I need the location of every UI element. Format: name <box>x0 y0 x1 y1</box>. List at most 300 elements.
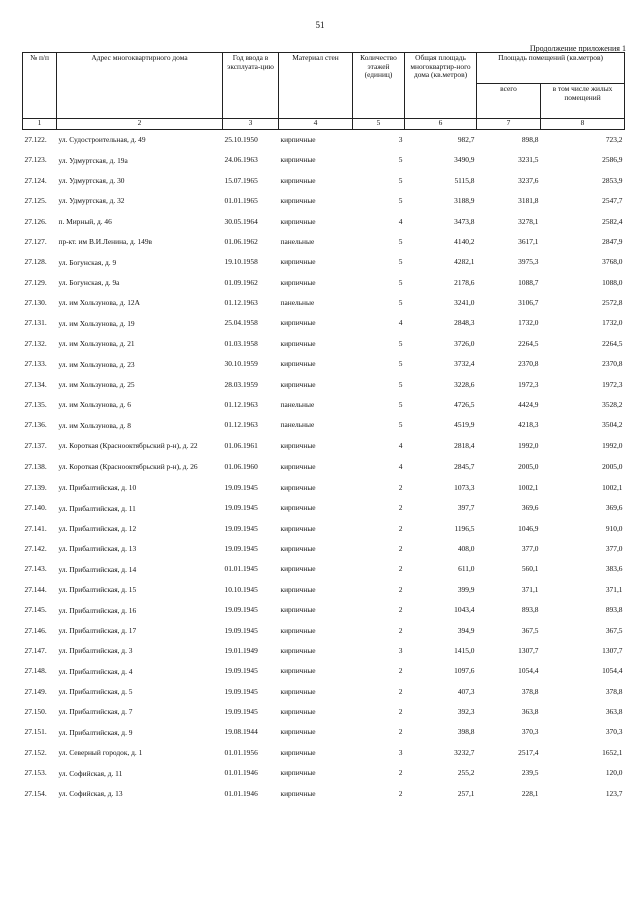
row-address: ул. Прибалтийская, д. 11 <box>58 503 136 513</box>
row-total-area: 2848,3 <box>454 318 475 328</box>
row-area-all: 3106,7 <box>518 298 539 308</box>
header-address: Адрес многоквартирного дома <box>57 53 223 119</box>
row-area-living: 910,0 <box>605 523 623 533</box>
row-area-living: 3504,2 <box>602 420 623 430</box>
row-address: ул. им Хользунова, д. 19 <box>58 318 135 328</box>
row-year: 01.01.1956 <box>224 747 258 757</box>
row-year: 01.03.1958 <box>224 338 258 348</box>
row-address: ул. им Хользунова, д. 23 <box>58 359 135 369</box>
table-row <box>23 273 625 293</box>
row-number: 27.148. <box>24 666 47 676</box>
table-row <box>23 600 625 620</box>
row-total-area: 392,3 <box>457 707 475 717</box>
column-number: 4 <box>279 119 353 130</box>
row-floors: 5 <box>398 359 403 369</box>
row-number: 27.138. <box>24 462 47 472</box>
table-row <box>23 212 625 232</box>
row-total-area: 4282,1 <box>454 257 475 267</box>
row-total-area: 3726,0 <box>454 338 475 348</box>
row-address: ул. Прибалтийская, д. 10 <box>58 483 137 493</box>
row-address: ул. Судостроительная, д. 49 <box>58 135 146 145</box>
row-year: 01.12.1963 <box>224 400 258 410</box>
row-number: 27.150. <box>24 707 47 717</box>
row-material: кирпичные <box>280 584 316 594</box>
row-area-all: 3278,1 <box>518 216 539 226</box>
table-row <box>23 232 625 252</box>
row-area-all: 1972,3 <box>518 379 539 389</box>
row-material: кирпичные <box>280 175 316 185</box>
row-floors: 2 <box>398 523 403 533</box>
row-area-living: 378,8 <box>605 686 623 696</box>
column-number: 8 <box>541 119 625 130</box>
row-address: ул. Удмуртская, д. 19а <box>58 155 128 165</box>
row-total-area: 4726,5 <box>454 400 475 410</box>
row-total-area: 4140,2 <box>454 236 475 246</box>
row-total-area: 398,8 <box>457 727 475 737</box>
row-number: 27.152. <box>24 747 47 757</box>
row-area-all: 1046,9 <box>518 523 539 533</box>
row-number: 27.129. <box>24 277 47 287</box>
row-material: кирпичные <box>280 645 316 655</box>
row-material: кирпичные <box>280 277 316 287</box>
row-total-area: 1097,6 <box>454 666 475 676</box>
row-area-all: 4218,3 <box>518 420 539 430</box>
table-row <box>23 763 625 783</box>
row-area-living: 2572,8 <box>602 298 623 308</box>
row-area-all: 363,8 <box>521 707 539 717</box>
row-area-living: 2847,9 <box>602 236 623 246</box>
row-total-area: 2178,6 <box>454 277 475 287</box>
row-material: кирпичные <box>280 625 316 635</box>
row-area-all: 377,0 <box>521 543 539 553</box>
row-address: ул. Короткая (Краснооктябрьский р-н), д. 26 <box>58 462 198 472</box>
row-year: 30.05.1964 <box>224 216 258 226</box>
row-area-all: 1054,4 <box>518 666 539 676</box>
row-year: 01.01.1945 <box>224 564 258 574</box>
row-material: кирпичные <box>280 605 316 615</box>
row-area-living: 3528,2 <box>602 400 623 410</box>
row-address: ул. Удмуртская, д. 30 <box>58 176 125 186</box>
row-total-area: 1043,4 <box>454 605 475 615</box>
row-year: 01.01.1946 <box>224 788 258 798</box>
row-number: 27.135. <box>24 400 47 410</box>
row-address: ул. Прибалтийская, д. 15 <box>58 585 137 595</box>
row-area-all: 3975,3 <box>518 257 539 267</box>
row-material: кирпичные <box>280 318 316 328</box>
row-number: 27.146. <box>24 625 47 635</box>
table-row <box>23 191 625 211</box>
row-area-all: 3617,1 <box>518 236 539 246</box>
row-year: 25.10.1950 <box>224 134 258 144</box>
row-area-living: 1002,1 <box>602 482 623 492</box>
row-floors: 4 <box>398 318 403 328</box>
row-area-living: 2582,4 <box>602 216 623 226</box>
row-total-area: 407,3 <box>457 686 475 696</box>
row-material: кирпичные <box>280 503 316 513</box>
row-total-area: 3732,4 <box>454 359 475 369</box>
column-number: 7 <box>477 119 541 130</box>
row-area-living: 1088,0 <box>602 277 623 287</box>
row-floors: 2 <box>398 543 403 553</box>
page-number: 51 <box>315 20 325 30</box>
row-total-area: 5115,8 <box>454 175 475 185</box>
row-total-area: 2818,4 <box>454 441 475 451</box>
table-row <box>23 723 625 743</box>
row-number: 27.137. <box>24 441 47 451</box>
row-area-living: 1054,4 <box>602 666 623 676</box>
table-row <box>23 293 625 313</box>
row-floors: 5 <box>398 257 403 267</box>
row-area-living: 367,5 <box>605 625 623 635</box>
row-area-living: 1972,3 <box>602 379 623 389</box>
row-total-area: 257,1 <box>457 788 475 798</box>
row-area-all: 3181,8 <box>518 196 539 206</box>
row-year: 19.09.1945 <box>224 605 258 615</box>
row-area-all: 1088,7 <box>518 277 539 287</box>
row-floors: 5 <box>398 400 403 410</box>
row-material: кирпичные <box>280 482 316 492</box>
row-total-area: 1415,0 <box>454 645 475 655</box>
row-number: 27.126. <box>24 216 47 226</box>
row-area-living: 1652,1 <box>602 747 623 757</box>
row-year: 24.06.1963 <box>224 155 258 165</box>
row-area-all: 898,8 <box>521 134 539 144</box>
header-all: всего <box>477 84 541 119</box>
row-total-area: 3241,0 <box>454 298 475 308</box>
row-area-all: 1992,0 <box>518 441 539 451</box>
row-year: 19.09.1945 <box>224 503 258 513</box>
row-address: ул. Прибалтийская, д. 14 <box>58 564 137 574</box>
row-material: кирпичные <box>280 196 316 206</box>
column-numbers-row <box>23 119 625 130</box>
row-number: 27.149. <box>24 686 47 696</box>
row-address: ул. Прибалтийская, д. 7 <box>58 707 133 717</box>
housing-table <box>22 52 625 804</box>
row-year: 15.07.1965 <box>224 175 258 185</box>
row-area-living: 120,0 <box>605 768 623 778</box>
row-total-area: 3473,8 <box>454 216 475 226</box>
table-row <box>23 519 625 539</box>
row-material: панельные <box>280 236 315 246</box>
row-floors: 2 <box>398 707 403 717</box>
row-address: ул. Софийская, д. 11 <box>58 768 123 778</box>
row-year: 01.01.1946 <box>224 768 258 778</box>
row-year: 28.03.1959 <box>224 379 258 389</box>
row-year: 25.04.1958 <box>224 318 258 328</box>
table-row <box>23 478 625 498</box>
row-floors: 5 <box>398 155 403 165</box>
header-material: Материал стен <box>279 53 353 119</box>
row-area-all: 3231,5 <box>518 155 539 165</box>
table-row <box>23 375 625 395</box>
row-year: 01.06.1961 <box>224 441 258 451</box>
row-address: ул. Северный городок, д. 1 <box>58 748 143 758</box>
row-area-living: 2586,9 <box>602 155 623 165</box>
row-number: 27.133. <box>24 359 47 369</box>
column-number: 1 <box>23 119 57 130</box>
table-row <box>23 682 625 702</box>
row-number: 27.147. <box>24 645 47 655</box>
row-area-living: 363,8 <box>605 707 623 717</box>
row-address: пр-кт. им В.И.Ленина, д. 149в <box>58 237 153 247</box>
column-number: 6 <box>405 119 477 130</box>
row-number: 27.141. <box>24 523 47 533</box>
row-year: 01.12.1963 <box>224 420 258 430</box>
row-total-area: 3232,7 <box>454 747 475 757</box>
row-total-area: 397,7 <box>457 503 475 513</box>
row-number: 27.154. <box>24 788 47 798</box>
row-year: 19.08.1944 <box>224 727 258 737</box>
row-material: кирпичные <box>280 747 316 757</box>
row-material: кирпичные <box>280 257 316 267</box>
row-year: 01.12.1963 <box>224 298 258 308</box>
row-year: 19.09.1945 <box>224 625 258 635</box>
row-number: 27.139. <box>24 482 47 492</box>
table-row <box>23 641 625 661</box>
row-area-living: 3768,0 <box>602 257 623 267</box>
row-floors: 5 <box>398 420 403 430</box>
column-number: 2 <box>57 119 223 130</box>
row-material: кирпичные <box>280 134 316 144</box>
row-material: кирпичные <box>280 523 316 533</box>
row-address: ул. Прибалтийская, д. 5 <box>58 687 133 697</box>
row-number: 27.151. <box>24 727 47 737</box>
row-area-living: 723,2 <box>605 134 623 144</box>
row-year: 01.06.1960 <box>224 462 258 472</box>
row-address: ул. им Хользунова, д. 8 <box>58 420 131 430</box>
row-number: 27.144. <box>24 584 47 594</box>
row-total-area: 2845,7 <box>454 462 475 472</box>
row-number: 27.124. <box>24 175 47 185</box>
row-area-all: 3237,6 <box>518 175 539 185</box>
row-area-living: 2853,9 <box>602 175 623 185</box>
row-material: кирпичные <box>280 359 316 369</box>
row-number: 27.130. <box>24 298 47 308</box>
table-row <box>23 621 625 641</box>
row-floors: 2 <box>398 788 403 798</box>
row-area-all: 371,1 <box>521 584 539 594</box>
row-floors: 5 <box>398 338 403 348</box>
row-year: 19.09.1945 <box>224 686 258 696</box>
row-material: кирпичные <box>280 216 316 226</box>
row-year: 19.09.1945 <box>224 543 258 553</box>
table-row <box>23 415 625 435</box>
row-floors: 2 <box>398 727 403 737</box>
row-material: кирпичные <box>280 338 316 348</box>
row-area-living: 2005,0 <box>602 462 623 472</box>
row-floors: 2 <box>398 584 403 594</box>
header-floors: Количество этажей (единиц) <box>353 53 405 119</box>
row-total-area: 3188,9 <box>454 196 475 206</box>
row-number: 27.143. <box>24 564 47 574</box>
row-number: 27.140. <box>24 503 47 513</box>
row-floors: 3 <box>398 645 403 655</box>
row-material: кирпичные <box>280 666 316 676</box>
row-address: ул. Софийская, д. 13 <box>58 789 123 799</box>
row-floors: 2 <box>398 564 403 574</box>
table-row <box>23 314 625 334</box>
table-row <box>23 130 625 151</box>
table-row <box>23 661 625 681</box>
row-material: кирпичные <box>280 441 316 451</box>
row-area-living: 371,1 <box>605 584 623 594</box>
row-number: 27.153. <box>24 768 47 778</box>
row-material: кирпичные <box>280 727 316 737</box>
table-row <box>23 171 625 191</box>
row-area-all: 4424,9 <box>518 400 539 410</box>
row-area-all: 1307,7 <box>518 645 539 655</box>
row-number: 27.128. <box>24 257 47 267</box>
table-header <box>23 53 625 130</box>
row-area-all: 2264,5 <box>518 338 539 348</box>
table-row <box>23 702 625 722</box>
row-year: 01.06.1962 <box>224 236 258 246</box>
row-material: кирпичные <box>280 379 316 389</box>
row-address: ул. Короткая (Краснооктябрьский р-н), д. 22 <box>58 441 198 451</box>
table-row <box>23 580 625 600</box>
table-row <box>23 252 625 272</box>
row-area-all: 370,3 <box>521 727 539 737</box>
row-material: кирпичные <box>280 788 316 798</box>
row-material: кирпичные <box>280 686 316 696</box>
row-material: кирпичные <box>280 707 316 717</box>
row-area-living: 2264,5 <box>602 338 623 348</box>
row-floors: 2 <box>398 605 403 615</box>
row-total-area: 982,7 <box>457 134 475 144</box>
row-floors: 3 <box>398 747 403 757</box>
row-number: 27.142. <box>24 543 47 553</box>
row-number: 27.132. <box>24 338 47 348</box>
table-row <box>23 539 625 559</box>
row-number: 27.122. <box>24 134 47 144</box>
row-year: 19.09.1945 <box>224 707 258 717</box>
row-area-living: 893,8 <box>605 605 623 615</box>
row-material: панельные <box>280 298 315 308</box>
row-area-all: 2517,4 <box>518 747 539 757</box>
row-year: 19.09.1945 <box>224 523 258 533</box>
row-area-living: 123,7 <box>605 788 623 798</box>
row-floors: 2 <box>398 482 403 492</box>
row-number: 27.136. <box>24 420 47 430</box>
row-material: панельные <box>280 420 315 430</box>
table-row <box>23 395 625 415</box>
row-area-all: 2005,0 <box>518 462 539 472</box>
row-material: кирпичные <box>280 564 316 574</box>
header-total-area: Общая площадь многоквартир-ного дома (кв.метров) <box>405 53 477 119</box>
row-material: кирпичные <box>280 462 316 472</box>
row-area-all: 560,1 <box>521 564 539 574</box>
row-area-all: 2370,8 <box>518 359 539 369</box>
row-floors: 2 <box>398 625 403 635</box>
table-row <box>23 559 625 579</box>
row-floors: 2 <box>398 768 403 778</box>
row-area-living: 1992,0 <box>602 441 623 451</box>
row-area-all: 1732,0 <box>518 318 539 328</box>
row-total-area: 3490,9 <box>454 155 475 165</box>
row-year: 19.09.1945 <box>224 666 258 676</box>
row-number: 27.127. <box>24 236 47 246</box>
table-row <box>23 498 625 518</box>
header-year: Год ввода в эксплуата-цию <box>223 53 279 119</box>
header-living: в том числе жилых помещений <box>541 84 625 119</box>
row-area-living: 2370,8 <box>602 359 623 369</box>
row-floors: 2 <box>398 666 403 676</box>
row-material: кирпичные <box>280 155 316 165</box>
row-material: кирпичные <box>280 543 316 553</box>
row-area-all: 378,8 <box>521 686 539 696</box>
row-floors: 4 <box>398 462 403 472</box>
row-area-living: 383,6 <box>605 564 623 574</box>
row-address: ул. Прибалтийская, д. 4 <box>58 666 133 676</box>
row-total-area: 408,0 <box>457 543 475 553</box>
row-area-all: 1002,1 <box>518 482 539 492</box>
row-floors: 5 <box>398 236 403 246</box>
row-address: ул. Прибалтийская, д. 17 <box>58 625 137 635</box>
row-area-living: 1732,0 <box>602 318 623 328</box>
table-row <box>23 354 625 374</box>
row-area-living: 369,6 <box>605 503 623 513</box>
row-total-area: 4519,9 <box>454 420 475 430</box>
row-area-all: 369,6 <box>521 503 539 513</box>
row-total-area: 1196,5 <box>454 523 475 533</box>
row-year: 19.01.1949 <box>224 645 258 655</box>
row-address: ул. Прибалтийская, д. 13 <box>58 544 137 554</box>
row-address: ул. Прибалтийская, д. 3 <box>58 646 133 656</box>
row-address: ул. им Хользунова, д. 12А <box>58 298 140 308</box>
row-total-area: 399,9 <box>457 584 475 594</box>
row-address: ул. им Хользунова, д. 6 <box>58 400 131 410</box>
row-floors: 5 <box>398 175 403 185</box>
row-number: 27.145. <box>24 605 47 615</box>
row-material: кирпичные <box>280 768 316 778</box>
row-area-living: 377,0 <box>605 543 623 553</box>
row-number: 27.123. <box>24 155 47 165</box>
row-total-area: 394,9 <box>457 625 475 635</box>
table-row <box>23 334 625 354</box>
column-number: 5 <box>353 119 405 130</box>
table-row <box>23 150 625 170</box>
row-number: 27.131. <box>24 318 47 328</box>
row-area-all: 239,5 <box>521 768 539 778</box>
row-area-all: 367,5 <box>521 625 539 635</box>
table-row <box>23 784 625 804</box>
row-area-living: 370,3 <box>605 727 623 737</box>
row-address: ул. Прибалтийская, д. 9 <box>58 727 133 737</box>
column-number: 3 <box>223 119 279 130</box>
row-material: панельные <box>280 400 315 410</box>
row-area-all: 228,1 <box>521 788 539 798</box>
row-floors: 4 <box>398 216 403 226</box>
row-address: ул. им Хользунова, д. 21 <box>58 339 135 349</box>
row-address: ул. Удмуртская, д. 32 <box>58 196 125 206</box>
row-year: 01.01.1965 <box>224 196 258 206</box>
row-year: 01.09.1962 <box>224 277 258 287</box>
row-address: п. Мирный, д. 46 <box>58 216 112 226</box>
row-address: ул. Прибалтийская, д. 16 <box>58 605 137 615</box>
row-floors: 2 <box>398 503 403 513</box>
row-year: 19.09.1945 <box>224 482 258 492</box>
row-total-area: 611,0 <box>458 564 475 574</box>
header-no: № п/п <box>23 53 57 119</box>
row-total-area: 255,2 <box>457 768 475 778</box>
row-address: ул. Прибалтийская, д. 12 <box>58 523 137 533</box>
row-address: ул. Богунская, д. 9а <box>58 278 120 288</box>
row-floors: 5 <box>398 298 403 308</box>
row-total-area: 1073,3 <box>454 482 475 492</box>
row-address: ул. Богунская, д. 9 <box>58 257 117 267</box>
row-total-area: 3228,6 <box>454 379 475 389</box>
table-row <box>23 436 625 457</box>
